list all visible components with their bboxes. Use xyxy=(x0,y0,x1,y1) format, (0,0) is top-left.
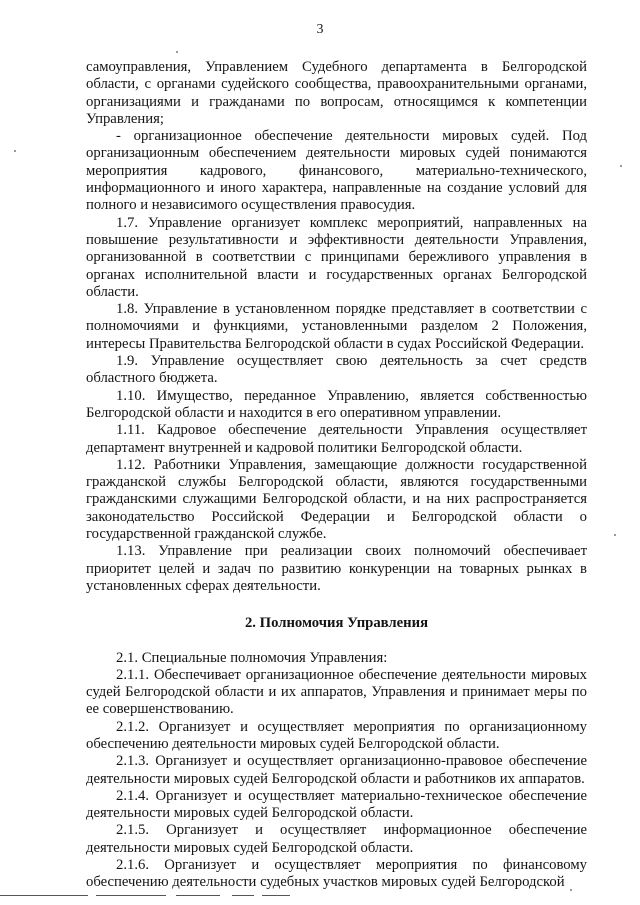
scan-speck xyxy=(14,150,16,152)
footer-line xyxy=(176,895,220,896)
footer-line xyxy=(262,895,290,896)
paragraph-2-1-6: 2.1.6. Организует и осуществляет мероприятия по финансовому обеспечению деятельности судебных участков мировых судей Белгородской xyxy=(86,857,587,891)
scan-speck xyxy=(620,165,622,167)
paragraph-continuation: самоуправления, Управлением Судебного департамента в Белгородской области, с органами судейского сообщества, правоохранительными органами, организациями и гражданами по вопросам, относящимся к компетенции Управления; xyxy=(86,59,587,127)
footer-line xyxy=(96,895,166,896)
paragraph-1-12: 1.12. Работники Управления, замещающие должности государственной гражданской службы Белгородской области, являются государственными гражданскими служащими Белгородской области, и на них распространяется законодательство Российской Федерации и Белгородской области о государственной гражданской службе. xyxy=(86,456,587,543)
paragraph-1-8: 1.8. Управление в установленном порядке представляет в соответствии с полномочиями и функциями, установленными разделом 2 Положения, интересы Правительства Белгородской области в судах Российской Федерации. xyxy=(86,301,587,352)
footer-line xyxy=(0,895,88,896)
paragraph-organizational-support: - организационное обеспечение деятельности мировых судей. Под организационным обеспечением деятельности мировых судей понимаются мероприятия кадрового, финансового, материально-технического, информационного и иного характера, направленные на создание условий для полного и независимого осуществления правосудия. xyxy=(86,128,587,214)
footer-line xyxy=(232,895,254,896)
scan-speck xyxy=(614,534,616,536)
paragraph-2-1-5: 2.1.5. Организует и осуществляет информационное обеспечение деятельности мировых судей Белгородской области. xyxy=(86,822,587,856)
paragraph-1-7: 1.7. Управление организует комплекс мероприятий, направленных на повышение результативности и эффективности деятельности Управления, организованной в соответствии с принципами бережливого управления в органах исполнительной власти и государственных органах Белгородской области. xyxy=(86,214,587,300)
paragraph-2-1-4: 2.1.4. Организует и осуществляет материально-техническое обеспечение деятельности мировых судей Белгородской области. xyxy=(86,787,587,822)
paragraph-1-13: 1.13. Управление при реализации своих полномочий обеспечивает приоритет целей и задач по развитию конкуренции на товарных рынках в установленных сферах деятельности. xyxy=(86,543,587,594)
paragraph-2-1: 2.1. Специальные полномочия Управления: xyxy=(116,649,388,666)
scan-speck xyxy=(570,889,572,891)
paragraph-2-1-2: 2.1.2. Организует и осуществляет мероприятия по организационному обеспечению деятельности мировых судей Белгородской области. xyxy=(86,718,587,752)
section-heading: 2. Полномочия Управления xyxy=(244,615,429,632)
footer-scan-lines xyxy=(0,895,640,899)
scan-speck xyxy=(176,51,178,53)
paragraph-1-9: 1.9. Управление осуществляет свою деятельность за счет средств областного бюджета. xyxy=(86,353,587,387)
paragraph-1-10: 1.10. Имущество, переданное Управлению, является собственностью Белгородской области и находится в его оперативном управлении. xyxy=(86,387,587,421)
paragraph-2-1-1: 2.1.1. Обеспечивает организационное обеспечение деятельности мировых судей Белгородской области и их аппаратов, Управления и принимает меры по ее совершенствованию. xyxy=(86,666,587,718)
paragraph-2-1-3: 2.1.3. Организует и осуществляет организационно-правовое обеспечение деятельности мировых судей Белгородской области и работников их аппаратов. xyxy=(86,753,587,787)
document-body xyxy=(86,59,587,892)
paragraph-1-11: 1.11. Кадровое обеспечение деятельности Управления осуществляет департамент внутренней и кадровой политики Белгородской области. xyxy=(86,422,587,456)
page-number: 3 xyxy=(316,22,324,37)
